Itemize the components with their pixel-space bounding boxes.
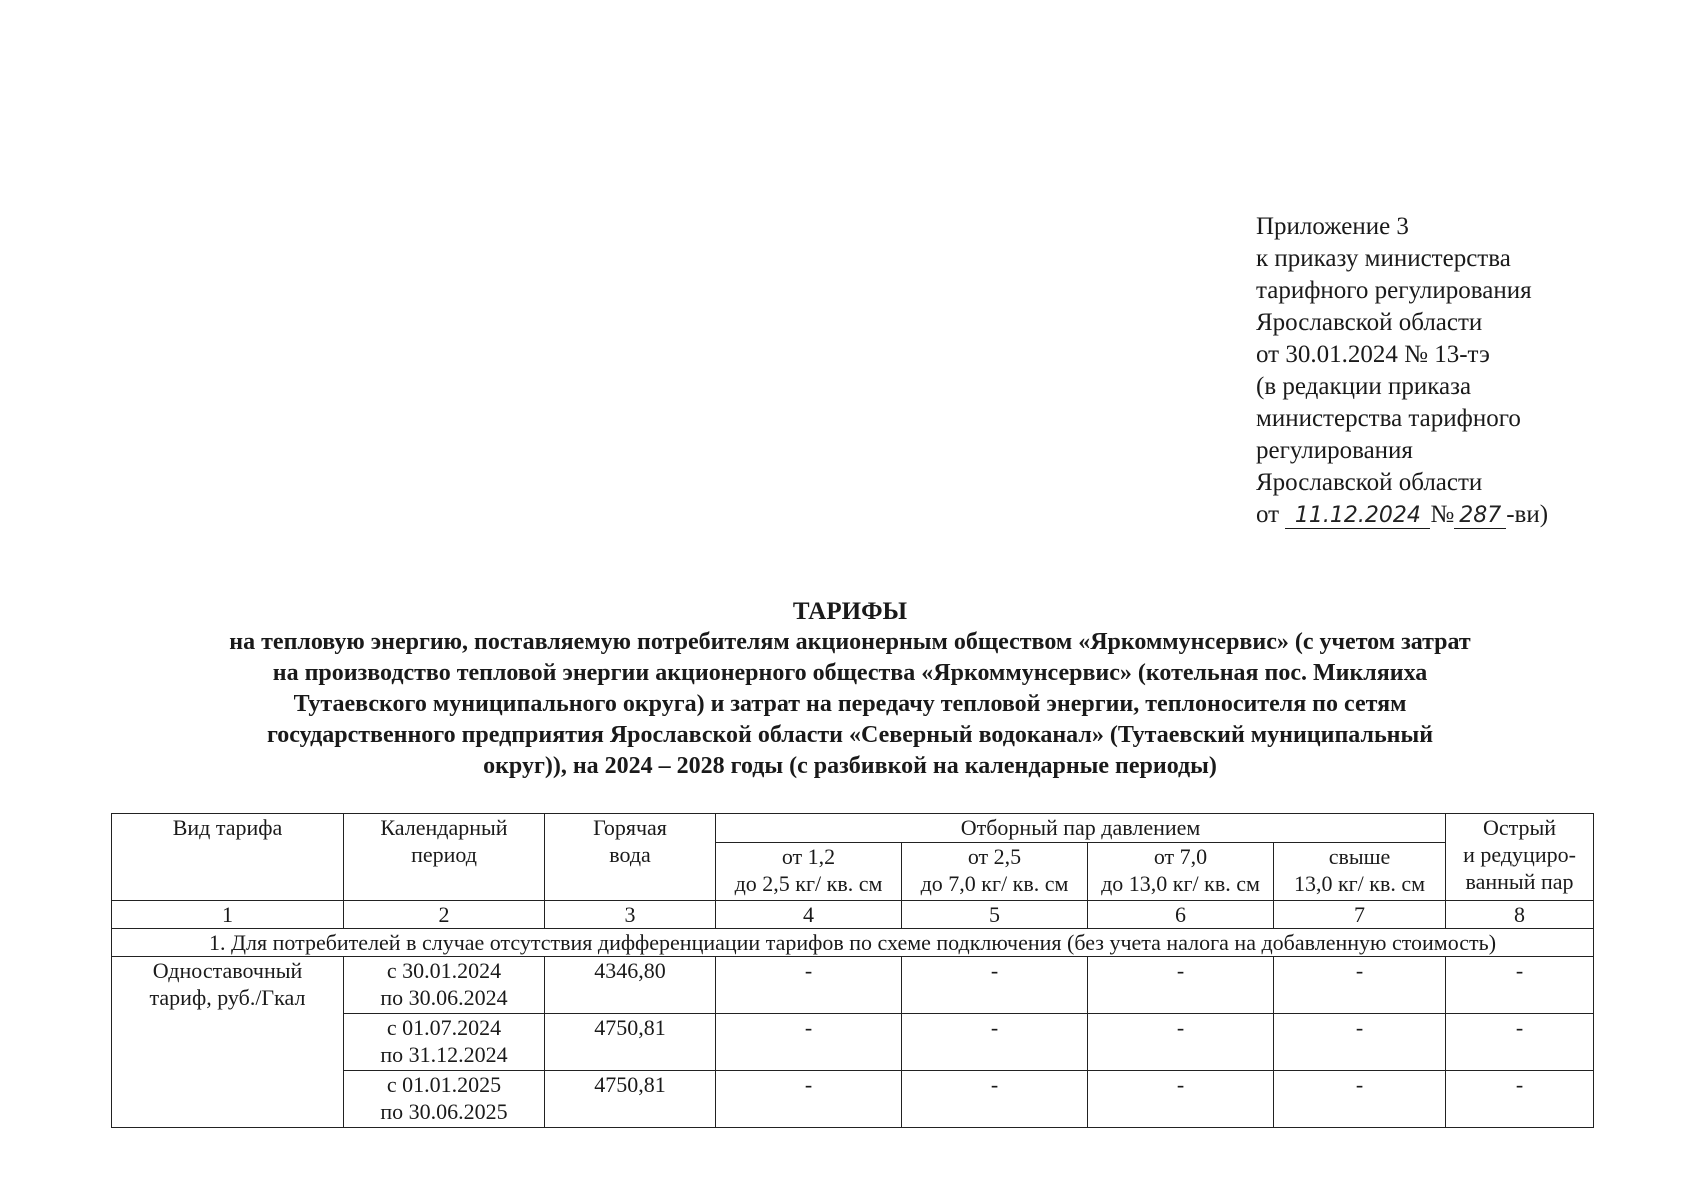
header-line: 13,0 кг/ кв. см — [1293, 871, 1426, 897]
column-number: 5 — [902, 901, 1088, 929]
period-cell — [344, 1071, 545, 1128]
header-line: до 13,0 кг/ кв. см — [1101, 871, 1260, 897]
appendix-line: (в редакции приказа — [1256, 373, 1472, 400]
header-sharp-steam — [1446, 814, 1594, 901]
table-row — [112, 957, 1594, 1014]
appendix-line: регулирования — [1256, 437, 1413, 464]
title-subtitle-line: Тутаевского муниципального округа) и затрат на передачу тепловой энергии, теплоносителя по сетям — [293, 691, 1407, 717]
column-number: 7 — [1274, 901, 1446, 929]
hot-water-value: 4346,80 — [545, 957, 716, 1014]
header-line: от 2,5 — [967, 844, 1022, 870]
header-steam-3 — [1088, 843, 1274, 901]
table-header-row — [112, 814, 1594, 843]
period-to: по 30.06.2025 — [380, 1099, 508, 1124]
tariff-name-line: тариф, руб./Гкал — [149, 985, 306, 1010]
appendix-line: Ярославской области — [1256, 309, 1483, 336]
appendix-line: от 30.01.2024 № 13-тэ — [1256, 341, 1490, 368]
hot-water-value: 4750,81 — [545, 1014, 716, 1071]
number-sign: № — [1430, 501, 1455, 528]
period-from: с 30.01.2024 — [386, 958, 502, 983]
header-selected-steam: Отборный пар давлением — [716, 814, 1446, 843]
handwritten-date: 11.12.2024 — [1285, 504, 1430, 529]
value-cell: - — [1088, 957, 1274, 1014]
value-cell: - — [902, 1014, 1088, 1071]
header-line: до 2,5 кг/ кв. см — [734, 871, 883, 897]
column-number: 2 — [344, 901, 545, 929]
header-line: свыше — [1328, 844, 1391, 870]
header-line: от 7,0 — [1153, 844, 1208, 870]
value-cell: - — [716, 957, 902, 1014]
tariff-name-line: Одноставочный — [152, 958, 303, 983]
header-line: ванный пар — [1465, 869, 1574, 894]
header-line: от 1,2 — [781, 844, 836, 870]
value-cell: - — [1446, 957, 1594, 1014]
period-to: по 30.06.2024 — [380, 985, 508, 1010]
header-hot-water — [545, 814, 716, 901]
column-number: 6 — [1088, 901, 1274, 929]
header-tariff-type: Вид тарифа — [112, 814, 344, 901]
section-title: 1. Для потребителей в случае отсутствия дифференциации тарифов по схеме подключения (без учета налога на добавленную стоимость) — [112, 929, 1594, 957]
header-line: Горячая — [593, 815, 667, 840]
column-number: 4 — [716, 901, 902, 929]
header-steam-4 — [1274, 843, 1446, 901]
section-row — [112, 929, 1594, 957]
column-number: 1 — [112, 901, 344, 929]
header-calendar-period — [344, 814, 545, 901]
column-number: 8 — [1446, 901, 1594, 929]
title-main: ТАРИФЫ — [792, 598, 908, 625]
header-steam-2 — [902, 843, 1088, 901]
tariff-table — [111, 813, 1594, 1128]
title-subtitle-line: округ)), на 2024 – 2028 годы (с разбивкой на календарные периоды) — [483, 753, 1217, 779]
value-cell: - — [902, 1071, 1088, 1128]
amendment-suffix: -ви) — [1506, 501, 1549, 528]
header-line: вода — [609, 842, 651, 867]
appendix-block — [1256, 211, 1548, 531]
header-line: до 7,0 кг/ кв. см — [920, 871, 1069, 897]
document-title — [105, 596, 1595, 782]
title-subtitle-line: государственного предприятия Ярославской области «Северный водоканал» (Тутаевский муниципальный — [266, 722, 1434, 748]
period-from: с 01.01.2025 — [386, 1072, 502, 1097]
value-cell: - — [1274, 1071, 1446, 1128]
header-line: Острый — [1482, 815, 1557, 840]
header-line: и редуциро- — [1463, 842, 1576, 867]
appendix-line: к приказу министерства — [1256, 245, 1511, 272]
handwritten-number: 287 — [1454, 504, 1506, 529]
value-cell: - — [716, 1014, 902, 1071]
amendment-prefix: от — [1256, 501, 1280, 528]
hot-water-value: 4750,81 — [545, 1071, 716, 1128]
value-cell: - — [1088, 1014, 1274, 1071]
period-to: по 31.12.2024 — [380, 1042, 508, 1067]
value-cell: - — [1274, 1014, 1446, 1071]
header-steam-1 — [716, 843, 902, 901]
appendix-amendment-line — [1256, 499, 1548, 531]
appendix-line: Ярославской области — [1256, 469, 1483, 496]
value-cell: - — [1274, 957, 1446, 1014]
header-line: период — [411, 842, 477, 867]
value-cell: - — [1446, 1071, 1594, 1128]
appendix-line: министерства тарифного — [1256, 405, 1521, 432]
value-cell: - — [716, 1071, 902, 1128]
header-line: Календарный — [380, 815, 508, 840]
tariff-name-cell — [112, 957, 344, 1128]
period-from: с 01.07.2024 — [386, 1015, 502, 1040]
period-cell — [344, 957, 545, 1014]
value-cell: - — [1446, 1014, 1594, 1071]
appendix-line: тарифного регулирования — [1256, 277, 1532, 304]
value-cell: - — [902, 957, 1088, 1014]
column-number-row — [112, 901, 1594, 929]
title-subtitle-line: на тепловую энергию, поставляемую потребителям акционерным обществом «Яркоммунсервис» (с учетом затрат — [229, 629, 1471, 655]
appendix-line: Приложение 3 — [1256, 213, 1409, 240]
title-subtitle-line: на производство тепловой энергии акционерного общества «Яркоммунсервис» (котельная пос. Микляиха — [272, 660, 1428, 686]
value-cell: - — [1088, 1071, 1274, 1128]
period-cell — [344, 1014, 545, 1071]
column-number: 3 — [545, 901, 716, 929]
